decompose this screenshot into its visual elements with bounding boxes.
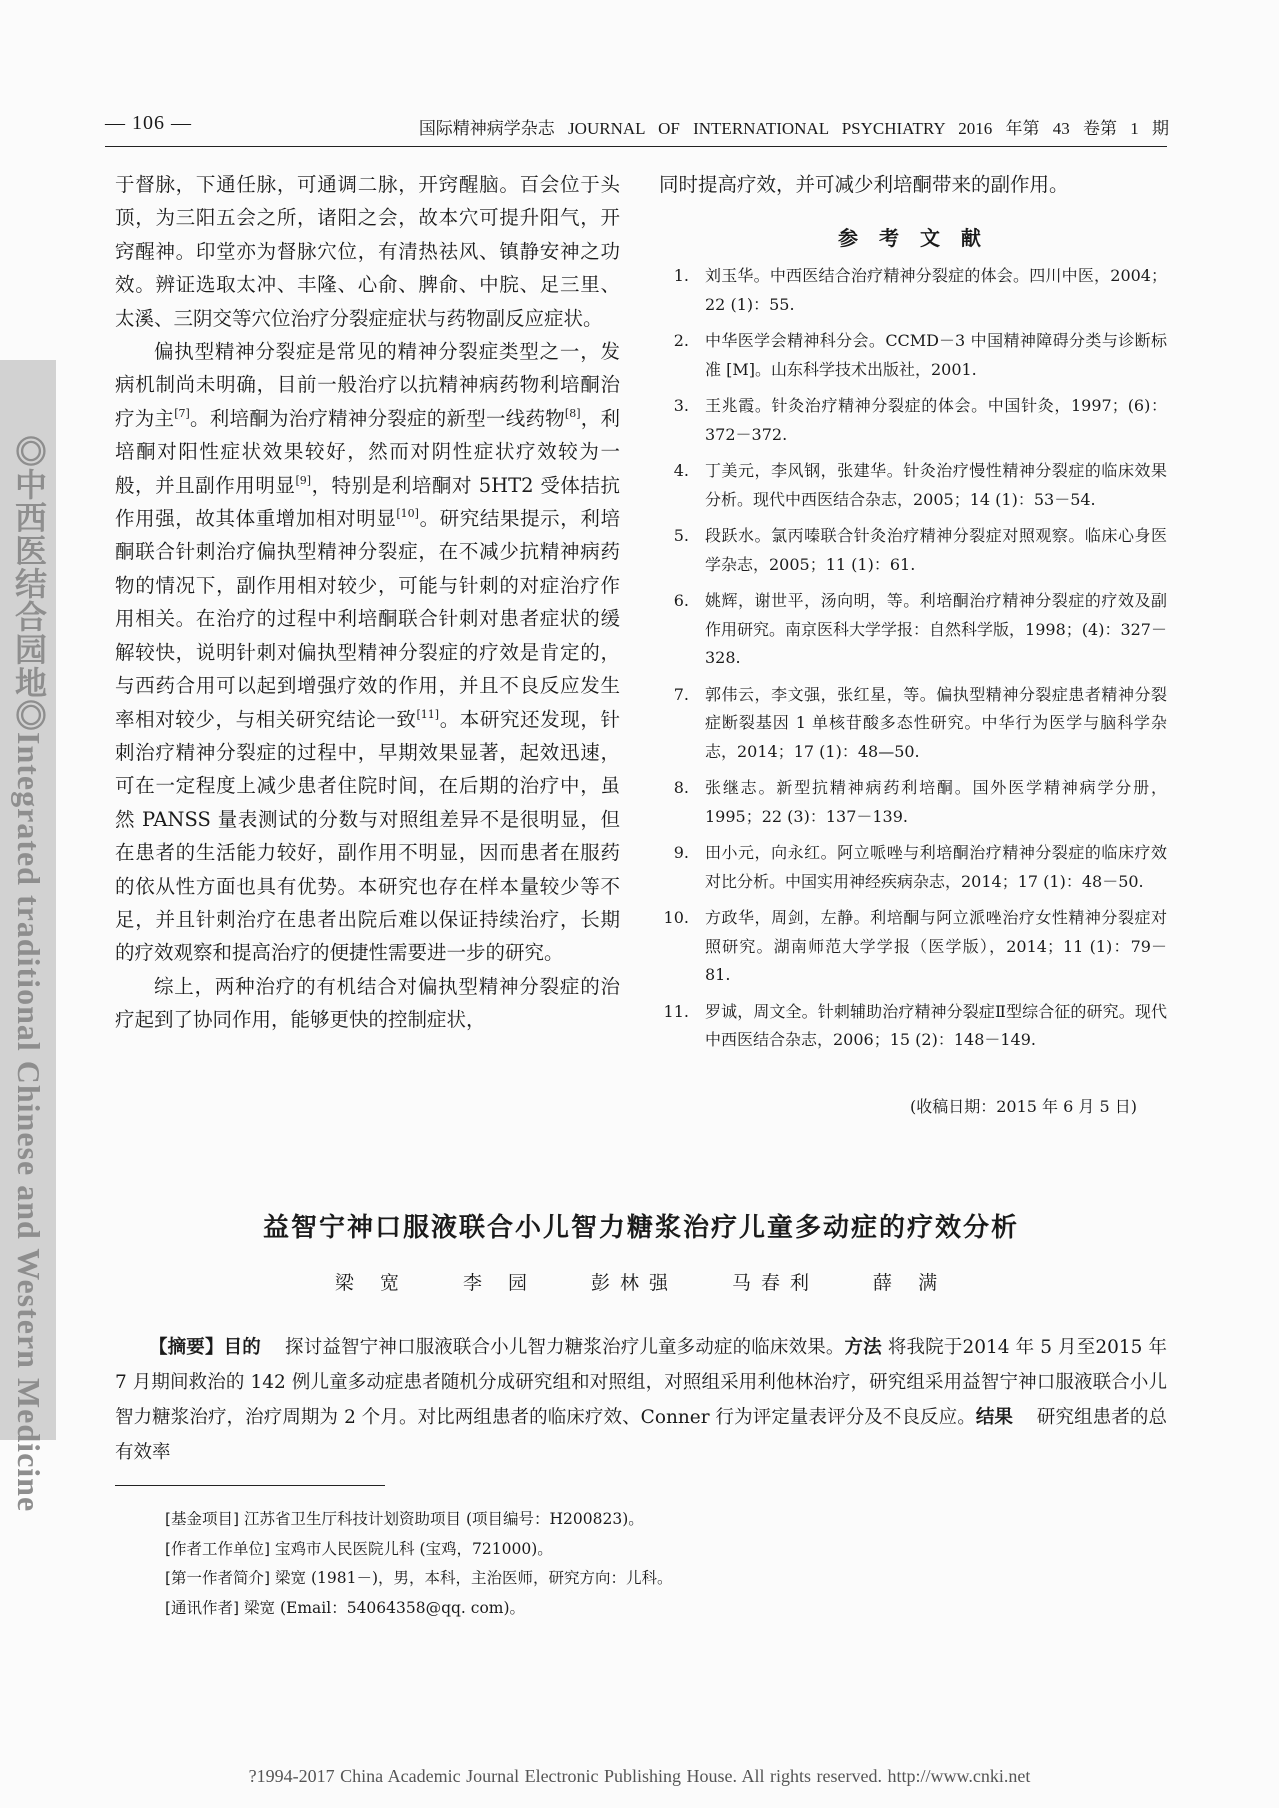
copyright-notice: ?1994-2017 China Academic Journal Electronic Publishing House. All rights reserved. http://www.cnki.net bbox=[248, 1766, 1031, 1786]
header-rule bbox=[105, 146, 1167, 147]
author-name: 薛 满 bbox=[873, 1272, 948, 1294]
reference-text: 中华医学会精神科分会。CCMD－3 中国精神障碍分类与诊断标准 [M]。山东科学技术出版社，2001. bbox=[705, 331, 1167, 379]
footnote-label: [基金项目] bbox=[165, 1510, 240, 1528]
footnote-item bbox=[165, 1564, 1165, 1594]
objective-label: 目的 bbox=[223, 1337, 261, 1358]
reference-number: 2. bbox=[673, 331, 689, 350]
author-name: 梁 宽 bbox=[334, 1272, 409, 1294]
footnote-text: 宝鸡市人民医院儿科 (宝鸡，721000)。 bbox=[275, 1539, 553, 1558]
reference-item bbox=[659, 327, 1167, 384]
reference-item bbox=[659, 262, 1167, 319]
reference-number: 6. bbox=[673, 591, 689, 610]
footnote-label: [作者工作单位] bbox=[165, 1539, 271, 1558]
method-text: 将我院于2014 年 5 月至2015 年 7 月期间救治的 142 例儿童多动症患者随机分成研究组和对照组，对照组采用利他林治疗，研究组采用益智宁神口服液联合小儿智力糖浆治疗，治疗周期为 2 个月。对比两组患者的临床疗效、Conner 行为评定量表评分及不良反应。 bbox=[115, 1337, 1167, 1428]
footnote-label: [第一作者简介] bbox=[165, 1569, 271, 1587]
citation: [7] bbox=[174, 406, 190, 420]
reference-number: 3. bbox=[673, 396, 689, 415]
footnote-item bbox=[165, 1505, 1165, 1535]
continuation-text: 同时提高疗效，并可减少利培酮带来的副作用。 bbox=[659, 173, 1069, 196]
page-number: — 106 — bbox=[105, 112, 192, 134]
reference-number: 7. bbox=[673, 684, 689, 704]
reference-text: 姚辉，谢世平，汤向明，等。利培酮治疗精神分裂症的疗效及副作用研究。南京医科大学学报：自然科学版，1998；(4)：327－328. bbox=[705, 591, 1167, 667]
reference-number: 5. bbox=[673, 526, 689, 545]
reference-item bbox=[659, 681, 1167, 767]
reference-text: 丁美元，李风钢，张建华。针灸治疗慢性精神分裂症的临床效果分析。现代中西医结合杂志，2005；14 (1)：53－54. bbox=[705, 461, 1167, 509]
paragraph: 于督脉，下通任脉，可通调二脉，开窍醒脑。百会位于头顶，为三阳五会之所，诸阳之会，故本穴可提升阳气，开窍醒神。印堂亦为督脉穴位，有清热祛风、镇静安神之功效。辨证选取太冲、丰隆、心俞、脾俞、中脘、足三里、太溪、三阴交等穴位治疗分裂症症状与药物副反应症状。 bbox=[115, 173, 620, 330]
received-date: (收稿日期：2015 年 6 月 5 日) bbox=[910, 1097, 1137, 1116]
reference-item bbox=[659, 587, 1167, 673]
reference-number: 1. bbox=[673, 266, 689, 285]
reference-text: 张继志。新型抗精神病药利培酮。国外医学精神病学分册，1995；22 (3)：137－139. bbox=[705, 778, 1167, 826]
footnote-label: [通讯作者] bbox=[165, 1598, 240, 1617]
reference-text: 方政华，周剑，左静。利培酮与阿立派唑治疗女性精神分裂症对照研究。湖南师范大学学报（医学版），2014；11 (1)：79－81. bbox=[705, 908, 1167, 984]
objective-text: 探讨益智宁神口服液联合小儿智力糖浆治疗儿童多动症的临床效果。 bbox=[285, 1337, 845, 1358]
paragraph: 偏执型精神分裂症是常见的精神分裂症类型之一，发病机制尚未明确，目前一般治疗以抗精神病药物利培酮治疗为主[7]。利培酮为治疗精神分裂症的新型一线药物[8]，利培酮对阳性症状效果较好，然而对阴性症状疗效较为一般，并且副作用明显[9]，特别是利培酮对 5HT2 受体拮抗作用强，故其体重增加相对明显[10]。研究结果提示，利培酮联合针刺治疗偏执型精神分裂症，在不减少抗精神病药物的情况下，副作用相对较少，可能与针刺的对症治疗作用相关。在治疗的过程中利培酮联合针刺对患者症状的缓解较快，说明针刺对偏执型精神分裂症的疗效是肯定的，与西药合用可以起到增强疗效的作用，并且不良反应发生率相对较少，与相关研究结论一致[11]。本研究还发现，针刺治疗精神分裂症的过程中，早期效果显著，起效迅速，可在一定程度上减少患者住院时间，在后期的治疗中，虽然 PANSS 量表测试的分数与对照组差异不是很明显，但在患者的生活能力较好，副作用不明显，因而患者在服药的依从性方面也具有优势。本研究也存在样本量较少等不足，并且针刺治疗在患者出院后难以保证持续治疗，长期的疗效观察和提高治疗的便捷性需要进一步的研究。 bbox=[115, 340, 620, 965]
paragraph: 综上，两种治疗的有机结合对偏执型精神分裂症的治疗起到了协同作用，能够更快的控制症状， bbox=[115, 974, 620, 1032]
reference-number: 11. bbox=[663, 1001, 689, 1021]
reference-text: 刘玉华。中西医结合治疗精神分裂症的体会。四川中医，2004；22 (1)：55. bbox=[705, 266, 1167, 314]
reference-text: 段跃水。氯丙嗪联合针灸治疗精神分裂症对照观察。临床心身医学杂志，2005；11 (1)：61. bbox=[705, 526, 1167, 574]
footnote-text: 梁宽 (Email：54064358@qq. com)。 bbox=[244, 1598, 526, 1617]
reference-item bbox=[659, 457, 1167, 514]
reference-number: 10. bbox=[663, 908, 689, 927]
footnote-rule bbox=[115, 1485, 385, 1486]
footnotes bbox=[165, 1505, 1165, 1623]
footnote-item bbox=[165, 1535, 1165, 1565]
abstract-label: 【摘要】 bbox=[149, 1337, 224, 1358]
author-name: 彭林强 bbox=[591, 1272, 679, 1294]
result-label: 结果 bbox=[975, 1407, 1014, 1428]
reference-item bbox=[659, 998, 1167, 1055]
reference-item bbox=[659, 774, 1167, 831]
references-title: 参 考 文 献 bbox=[838, 226, 988, 250]
citation: [9] bbox=[295, 473, 312, 487]
reference-number: 8. bbox=[673, 778, 689, 797]
author-list bbox=[115, 1268, 1167, 1295]
citation: [11] bbox=[416, 707, 440, 721]
author-name: 李 园 bbox=[462, 1272, 537, 1294]
footnote-text: 江苏省卫生厅科技计划资助项目 (项目编号：H200823)。 bbox=[244, 1510, 644, 1528]
reference-item bbox=[659, 522, 1167, 579]
reference-text: 王兆霞。针灸治疗精神分裂症的体会。中国针灸，1997；(6)：372－372. bbox=[705, 396, 1167, 444]
left-column bbox=[115, 168, 620, 1037]
result-text: 研究组患者的总有效率 bbox=[115, 1407, 1167, 1463]
reference-text: 郭伟云，李文强，张红星，等。偏执型精神分裂症患者精神分裂症断裂基因 1 单核苷酸多态性研究。中华行为医学与脑科学杂志，2014；17 (1)：48—50. bbox=[705, 684, 1167, 761]
reference-text: 田小元，向永红。阿立哌唑与利培酮治疗精神分裂症的临床疗效对比分析。中国实用神经疾病杂志，2014；17 (1)：48－50. bbox=[705, 843, 1167, 891]
abstract bbox=[115, 1330, 1167, 1470]
citation: [8] bbox=[564, 406, 581, 420]
author-name: 马春利 bbox=[732, 1272, 820, 1294]
article-title: 益智宁神口服液联合小儿智力糖浆治疗儿童多动症的疗效分析 bbox=[262, 1213, 1019, 1243]
citation: [10] bbox=[396, 507, 419, 521]
footnote-text: 梁宽 (1981－)，男，本科，主治医师，研究方向：儿科。 bbox=[275, 1569, 673, 1587]
reference-number: 4. bbox=[673, 461, 689, 480]
reference-item bbox=[659, 839, 1167, 896]
method-label: 方法 bbox=[844, 1337, 882, 1358]
side-watermark: ◎中西医结合园地◎Integrated traditional Chinese and Western Medicine bbox=[11, 435, 47, 1513]
journal-header: 国际精神病学杂志 JOURNAL OF INTERNATIONAL PSYCHIATRY 2016 年第 43 卷第 1 期 bbox=[418, 119, 1169, 138]
reference-item bbox=[659, 904, 1167, 990]
footnote-item bbox=[165, 1594, 1165, 1624]
reference-text: 罗诚，周文全。针刺辅助治疗精神分裂症Ⅱ型综合征的研究。现代中西医结合杂志，2006；15 (2)：148－149. bbox=[705, 1001, 1167, 1049]
reference-item bbox=[659, 392, 1167, 449]
reference-list bbox=[659, 262, 1167, 1063]
reference-number: 9. bbox=[673, 843, 689, 862]
